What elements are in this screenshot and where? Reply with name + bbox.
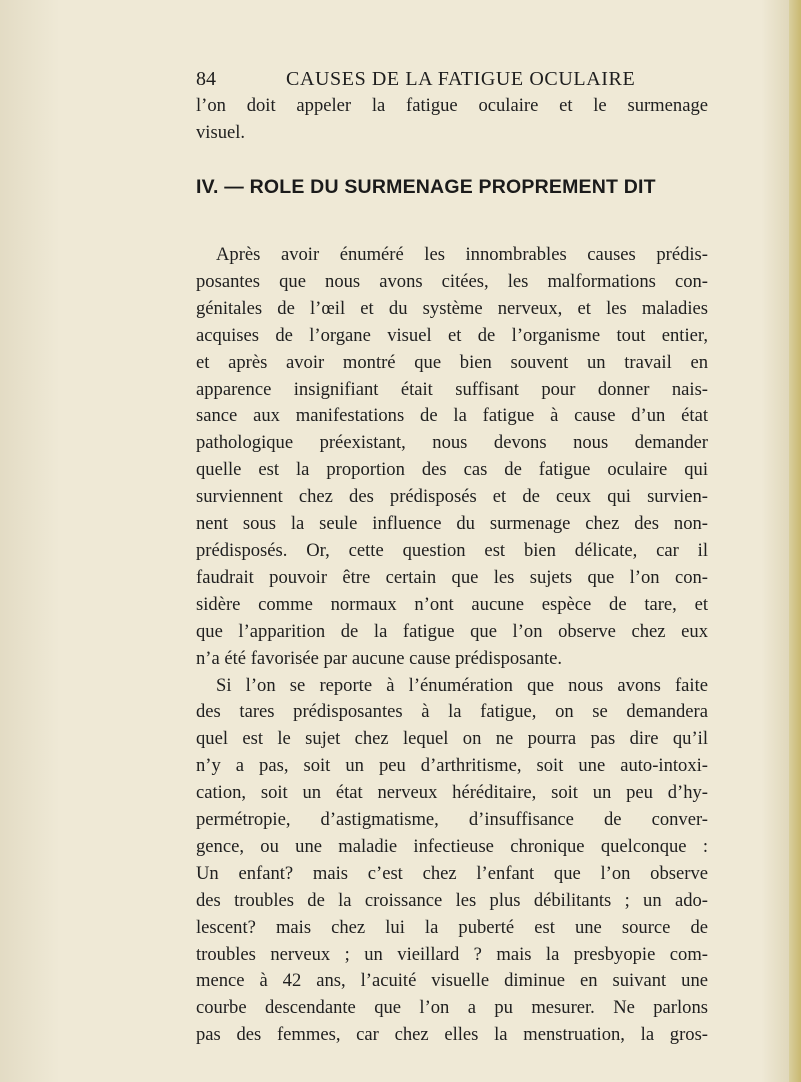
text-line: quel est le sujet chez lequel on ne pourra pas dire qu’il	[196, 728, 708, 750]
text-line: génitales de l’œil et du système nerveux, et les maladies	[196, 297, 708, 319]
text-line: posantes que nous avons citées, les malformations con-	[196, 270, 708, 292]
text-line: apparence insignifiant était suffisant pour donner nais-	[196, 378, 708, 400]
text-line: et après avoir montré que bien souvent un travail en	[196, 351, 708, 373]
text-line: pas des femmes, car chez elles la menstruation, la gros-	[196, 1024, 708, 1046]
text-line: gence, ou une maladie infectieuse chronique quelconque :	[196, 835, 708, 857]
text-line: des troubles de la croissance les plus débilitants ; un ado-	[196, 889, 708, 911]
text-line: prédisposés. Or, cette question est bien délicate, car il	[196, 539, 708, 561]
text-line: visuel.	[196, 121, 246, 143]
text-line: courbe descendante que l’on a pu mesurer. Ne parlons	[196, 997, 708, 1019]
section-heading: IV. — ROLE DU SURMENAGE PROPREMENT DIT	[196, 176, 656, 198]
text-line: l’on doit appeler la fatigue oculaire et le surmenage	[196, 95, 708, 116]
text-line: que l’apparition de la fatigue que l’on observe chez eux	[196, 620, 708, 642]
text-line: Après avoir énuméré les innombrables causes prédis-	[216, 244, 708, 265]
text-line: quelle est la proportion des cas de fatigue oculaire qui	[196, 459, 708, 481]
text-line: n’a été favorisée par aucune cause prédisposante.	[196, 647, 563, 669]
text-line: acquises de l’organe visuel et de l’organisme tout entier,	[196, 324, 708, 346]
text-line: lescent? mais chez lui la puberté est une source de	[196, 916, 708, 938]
running-title: CAUSES DE LA FATIGUE OCULAIRE	[286, 68, 636, 90]
page-edge	[789, 0, 801, 1082]
text-line: troubles nerveux ; un vieillard ? mais la presbyopie com-	[196, 943, 708, 965]
running-header	[196, 68, 635, 91]
text-line: Un enfant? mais c’est chez l’enfant que l’on observe	[196, 862, 708, 884]
text-line: cation, soit un état nerveux héréditaire, soit un peu d’hy-	[196, 782, 708, 804]
text-line: n’y a pas, soit un peu d’arthritisme, soit une auto-intoxi-	[196, 755, 708, 777]
intro-paragraph	[196, 93, 708, 147]
text-line: des tares prédisposantes à la fatigue, on se demandera	[196, 701, 708, 723]
text-line: mence à 42 ans, l’acuité visuelle diminue en suivant une	[196, 970, 708, 992]
body-text	[196, 242, 708, 1049]
text-line: faudrait pouvoir être certain que les sujets que l’on con-	[196, 566, 708, 588]
page-number: 84	[196, 68, 216, 90]
text-line: surviennent chez des prédisposés et de ceux qui survien-	[196, 486, 708, 508]
text-line: Si l’on se reporte à l’énumération que nous avons faite	[216, 674, 708, 696]
text-line: nent sous la seule influence du surmenage chez des non-	[196, 513, 708, 535]
text-line: pathologique préexistant, nous devons nous demander	[196, 432, 708, 454]
text-line: permétropie, d’astigmatisme, d’insuffisance de conver-	[196, 809, 708, 831]
text-line: sance aux manifestations de la fatigue à cause d’un état	[196, 405, 708, 427]
text-line: sidère comme normaux n’ont aucune espèce de tare, et	[196, 593, 708, 615]
